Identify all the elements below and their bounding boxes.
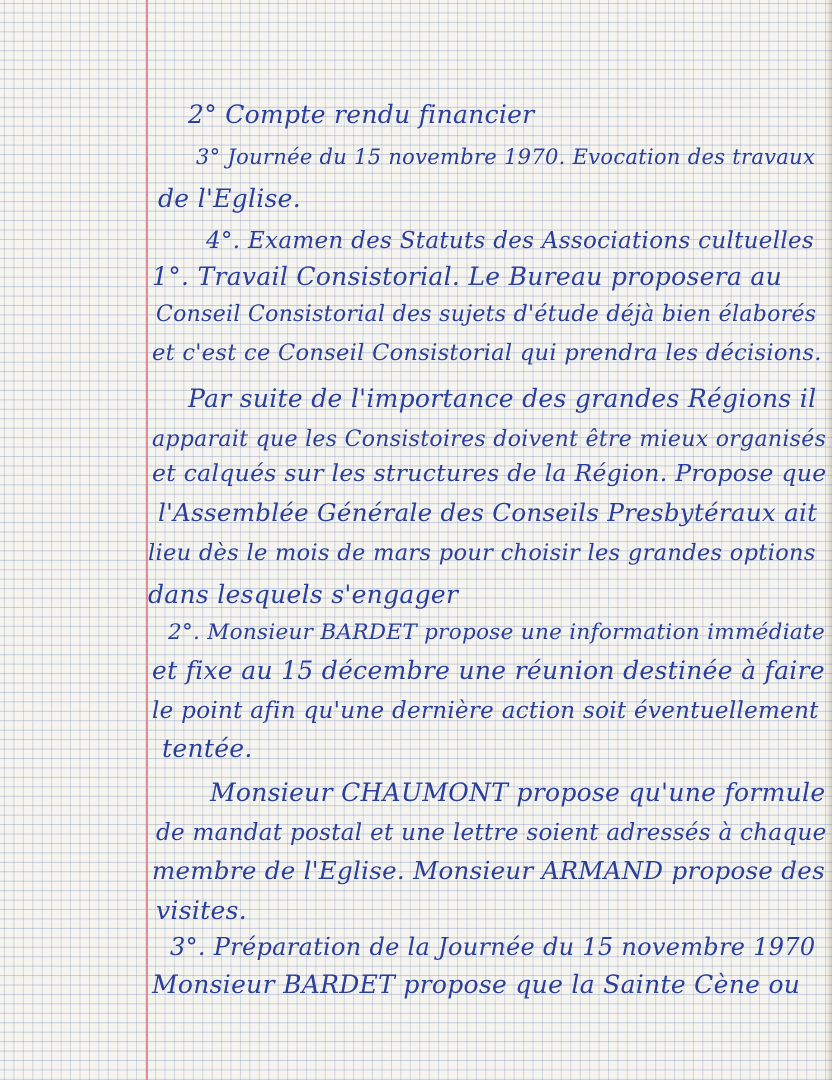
text-line: visites.	[156, 896, 247, 925]
text-line: 2° Compte rendu financier	[188, 100, 535, 129]
text-line: et fixe au 15 décembre une réunion destinée à faire	[152, 656, 825, 685]
text-line: Monsieur CHAUMONT propose qu'une formule	[210, 778, 826, 807]
text-line: dans lesquels s'engager	[148, 580, 459, 609]
text-line: tentée.	[162, 734, 253, 763]
text-line: Conseil Consistorial des sujets d'étude déjà bien élaborés	[156, 302, 817, 327]
text-line: Monsieur BARDET propose que la Sainte Cène ou	[152, 970, 801, 999]
text-line: lieu dès le mois de mars pour choisir les grandes options	[148, 540, 816, 566]
text-line: 3°. Préparation de la Journée du 15 novembre 1970	[170, 933, 816, 961]
text-line: apparait que les Consistoires doivent être mieux organisés	[152, 427, 827, 452]
text-line: membre de l'Eglise. Monsieur ARMAND propose des	[152, 856, 825, 885]
text-line: de mandat postal et une lettre soient adressés à chaque	[156, 820, 827, 846]
text-line: 4°. Examen des Statuts des Associations cultuelles	[206, 228, 815, 254]
text-line: 1°. Travail Consistorial. Le Bureau proposera au	[152, 262, 782, 291]
text-line: de l'Eglise.	[158, 184, 302, 213]
text-line: 2°. Monsieur BARDET propose une information immédiate	[168, 620, 825, 645]
text-line: le point afin qu'une dernière action soit éventuellement	[152, 698, 819, 724]
text-line: l'Assemblée Générale des Conseils Presbytéraux ait	[158, 498, 818, 527]
text-line: et calqués sur les structures de la Région. Propose que	[152, 459, 827, 487]
text-line: 3° Journée du 15 novembre 1970. Evocation des travaux	[196, 145, 816, 169]
text-line: Par suite de l'importance des grandes Régions il	[188, 384, 817, 413]
text-line: et c'est ce Conseil Consistorial qui prendra les décisions.	[152, 340, 822, 366]
page-edge	[826, 0, 832, 1080]
